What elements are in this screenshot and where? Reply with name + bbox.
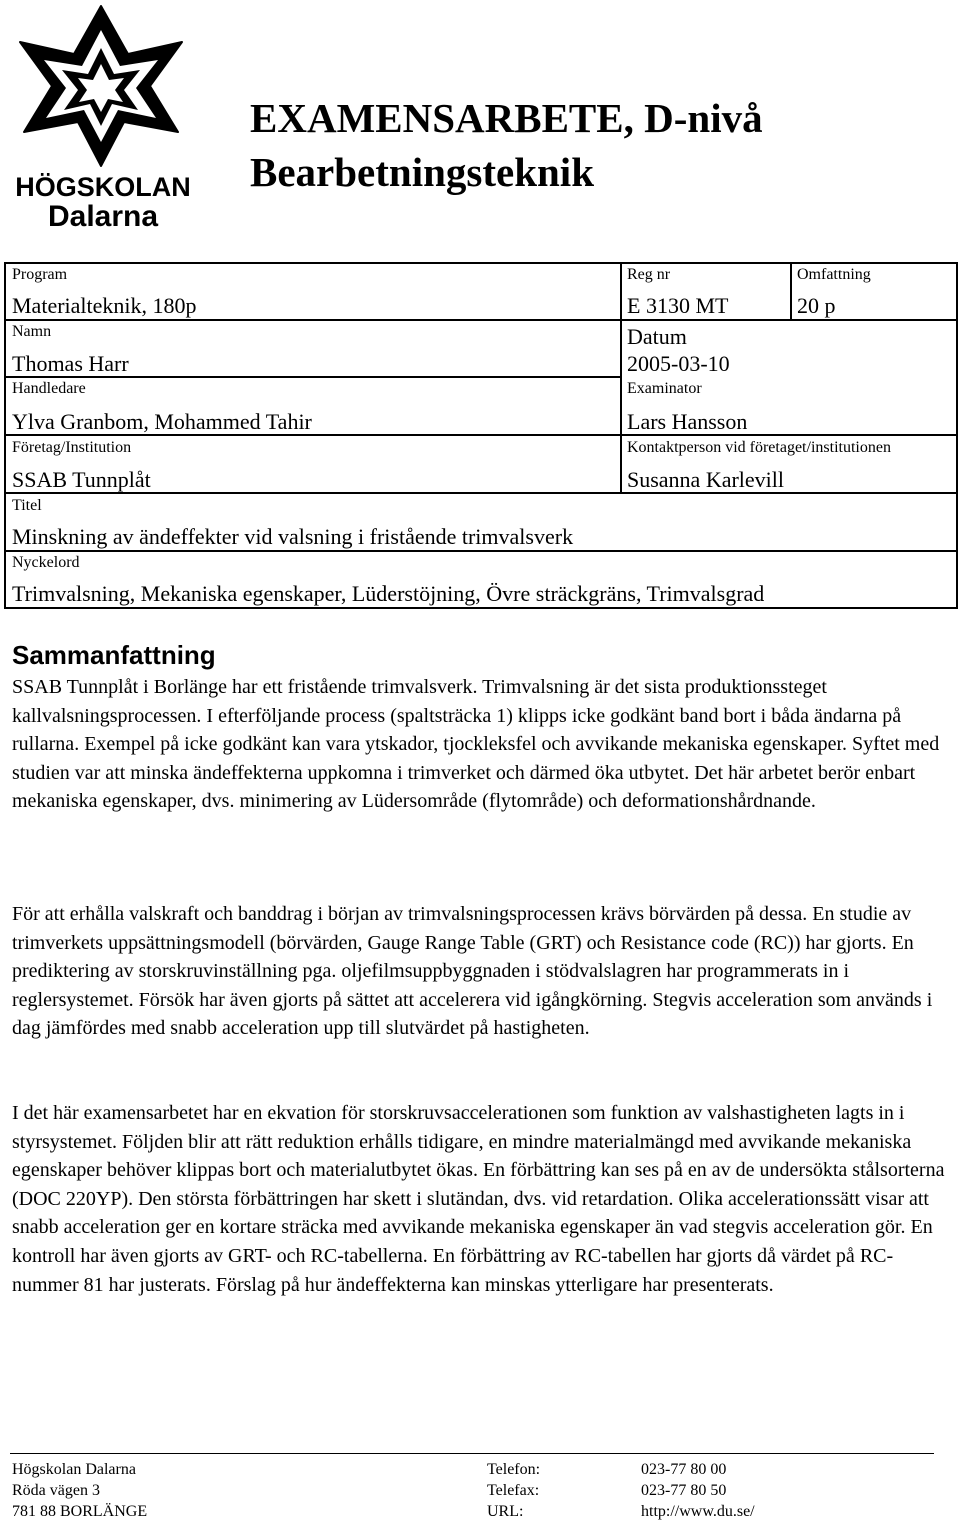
footer-org: Högskolan Dalarna [12,1461,136,1478]
namn-value: Thomas Harr [12,351,129,376]
program-label: Program [12,266,68,283]
table-divider [620,264,622,492]
nyckelord-label: Nyckelord [12,554,80,571]
regnr-value: E 3130 MT [627,293,729,318]
summary-heading: Sammanfattning [12,640,216,670]
datum-label: Datum [627,324,687,349]
handledare-value: Ylva Granbom, Mohammed Tahir [12,409,312,434]
document-title: EXAMENSARBETE, D-nivå [250,95,763,141]
foretag-label: Företag/Institution [12,439,132,456]
examinator-label: Examinator [627,380,702,397]
kontaktperson-value: Susanna Karlevill [627,467,785,492]
program-value: Materialteknik, 180p [12,293,197,318]
university-logo [10,4,192,233]
datum-value: 2005-03-10 [627,351,730,376]
footer-tel-value: 023-77 80 00 [641,1461,727,1478]
summary-paragraph-3: I det här examensarbetet har en ekvation för storskruvsaccelerationen som funktion av valshastigheten lagts in i styrsystemet. Följden blir att rätt reduktion erhålls tidigare, en mindre materialmängd med avvikande mekaniska egenskaper behöver klippas bort och materialutbytet ökas. En förbättring kan ses på en av de undersökta stålsorterna (DOC 220YP). Den största förbättringen har skett i slutändan, dvs. vid retardation. Olika accelerationssätt visar att snabb acceleration ger en kortare sträcka med avvikande mekaniska egenskaper än vad stegvis acceleration gör. En kontroll har även gjorts av GRT- och RC-tabellerna. En förbättring av RC-tabellen har gjorts då värdet på RC-nummer 81 har justerats. Förslag på hur ändeffekterna kan minskas ytterligare har presenterats. [12,1102,945,1296]
summary-paragraph-1: SSAB Tunnplåt i Borlänge har ett fristående trimvalsverk. Trimvalsning är det sista produktionssteget kallvalsningsprocessen. I efterföljande process (spaltsträcka 1) klipps icke godkänt band bort i båda ändarna på rullarna. Exempel på icke godkänt kan vara ytskador, tjockleksfel och avvikande mekaniska egenskaper. Syftet med studien var att minska ändeffekterna uppkomna i trimverket och därmed öka utbytet. Det här arbetet berör enbart mekaniska egenskaper, dvs. minimering av Lüdersområde (flytområde) och deformationshårdnande. [12,676,940,813]
kontaktperson-label: Kontaktperson vid företaget/institutionen [627,439,891,456]
footer-fax-value: 023-77 80 50 [641,1482,727,1499]
table-divider [6,319,956,321]
logo-text-dalarna: Dalarna [47,200,159,233]
regnr-label: Reg nr [627,266,671,283]
titel-value: Minskning av ändeffekter vid valsning i fristående trimvalsverk [12,524,574,549]
table-divider [790,264,792,319]
titel-label: Titel [12,497,42,514]
logo-text-hogskolan: HÖGSKOLAN [15,172,191,202]
footer-url-link[interactable]: http://www.du.se/ [641,1503,755,1520]
thesis-info-table [4,262,958,609]
omfattning-label: Omfattning [797,266,871,283]
nyckelord-value: Trimvalsning, Mekaniska egenskaper, Lüderstöjning, Övre sträckgräns, Trimvalsgrad [12,581,765,606]
table-divider [6,550,956,552]
footer-city: 781 88 BORLÄNGE [12,1503,148,1520]
footer-url-label: URL: [487,1503,524,1520]
document-subtitle: Bearbetningsteknik [250,149,594,195]
foretag-value: SSAB Tunnplåt [12,467,151,492]
summary-paragraph-2: För att erhålla valskraft och banddrag i början av trimvalsningsprocessen krävs börvärden på dessa. En studie av trimverkets uppsättningsmodell (börvärden, Gauge Range Table (GRT) och Resistance code (RC)) har gjorts. En prediktering av storskruvinställning pga. oljefilmsuppbyggnaden i stödvalslagren har programmerats in i reglersystemet. Försök har även gjorts på sättet att accelerera vid igångkörning. Stegvis acceleration som används i dag jämfördes med snabb acceleration upp till slutvärdet på hastigheten. [12,903,933,1040]
footer-divider [10,1453,934,1454]
omfattning-value: 20 p [797,293,836,318]
snowflake-star-icon [10,4,192,174]
footer-tel-label: Telefon: [487,1461,541,1478]
footer-fax-label: Telefax: [487,1482,540,1499]
namn-label: Namn [12,323,52,340]
examinator-value: Lars Hansson [627,409,748,434]
footer-street: Röda vägen 3 [12,1482,100,1499]
handledare-label: Handledare [12,380,86,397]
